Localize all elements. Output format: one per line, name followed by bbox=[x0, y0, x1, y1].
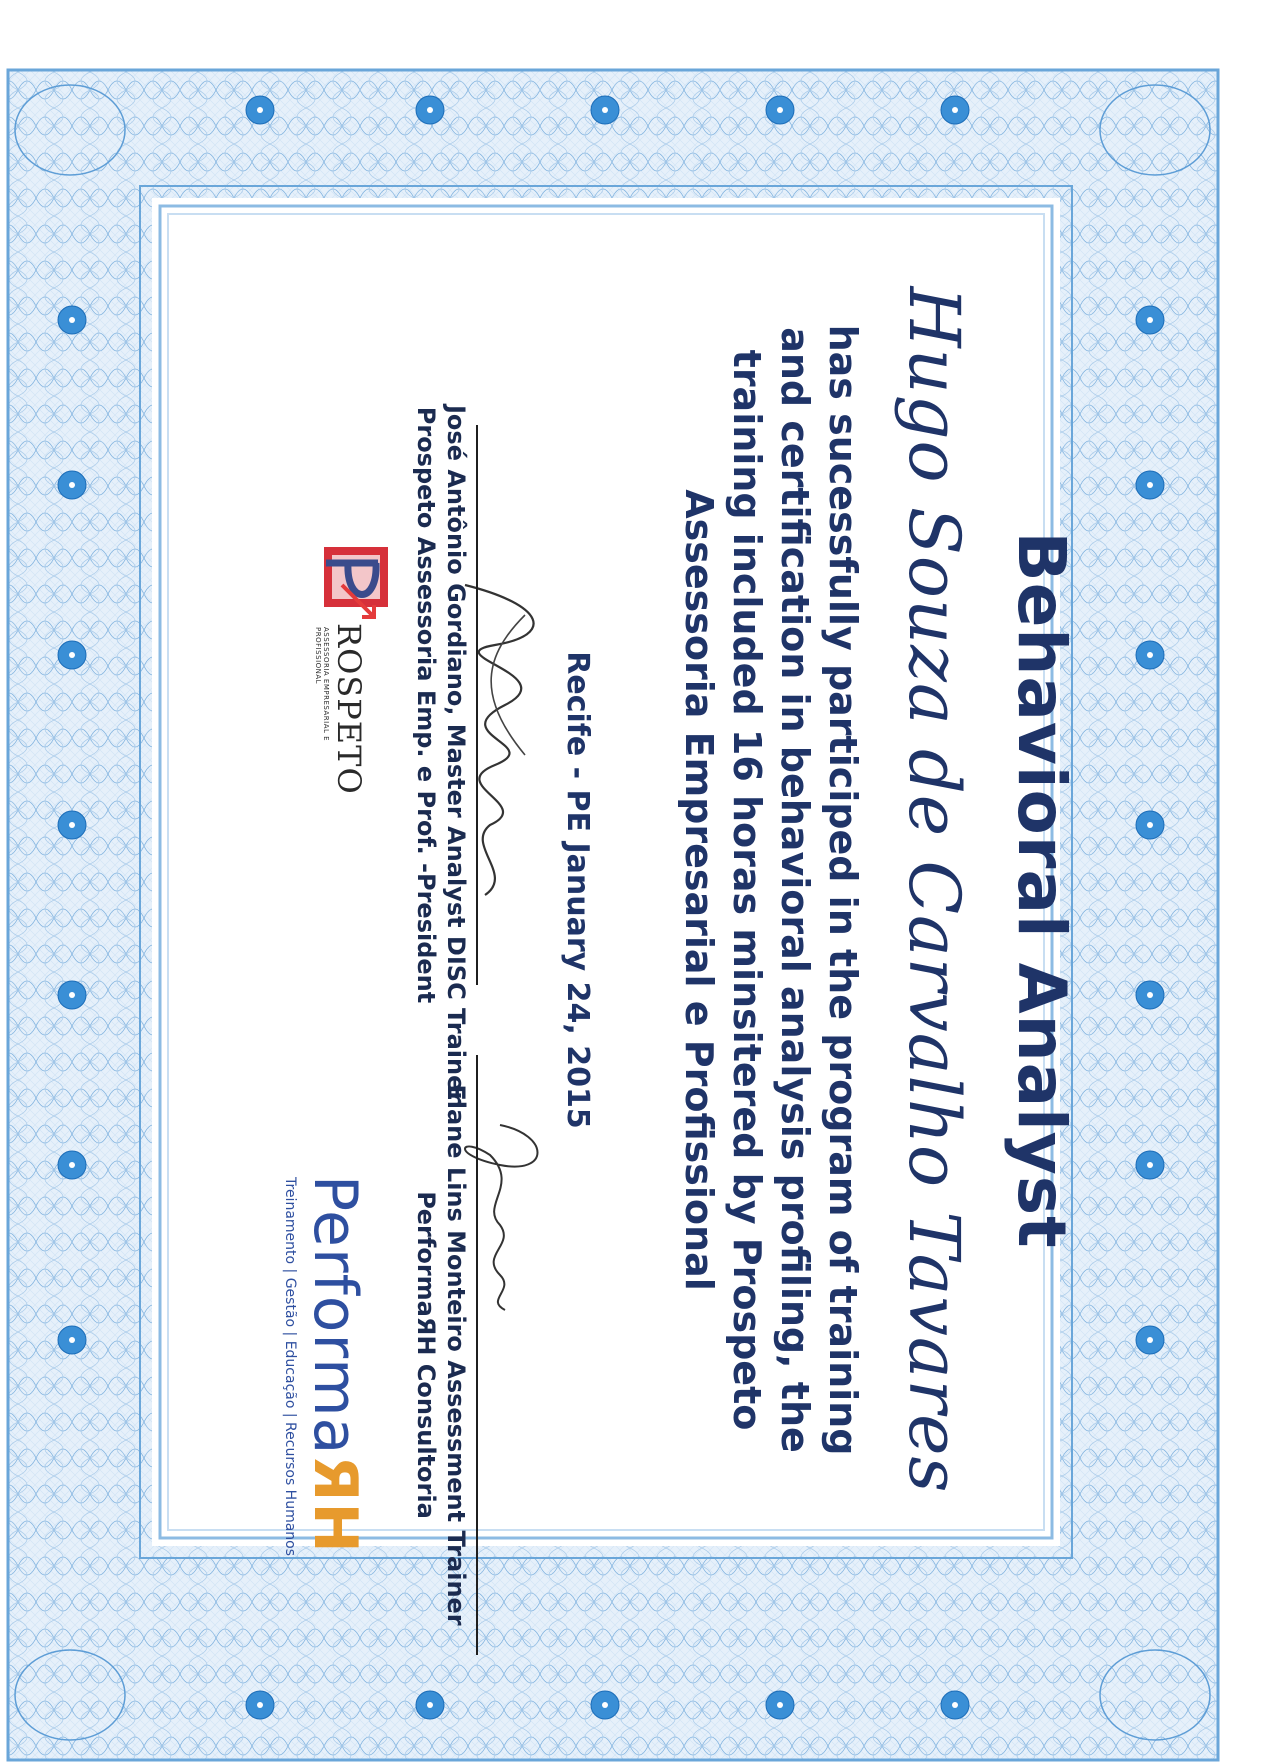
performa-tagline: Treinamento | Gestão | Educação | Recursos Humanos bbox=[282, 1177, 298, 1557]
prospeto-tagline: ASSESSORIA EMPRESARIAL E PROFISSIONAL bbox=[314, 627, 330, 742]
place-date: Recife - PE January 24, 2015 bbox=[560, 651, 595, 1129]
prospeto-p-logo-icon bbox=[312, 545, 390, 625]
signer-right-name: Elane Lins Monteiro Assessment Trainer bbox=[442, 1084, 470, 1626]
signer-left-name: José Antônio Gordiano, Master Analyst DISC Trainer bbox=[442, 405, 470, 1104]
body-line: has sucessfully participed in the program of training bbox=[821, 324, 865, 1456]
signature-line-right bbox=[476, 1055, 478, 1655]
signer-right-org: PerformaЯH Consultoria bbox=[412, 1191, 440, 1519]
prospeto-wordmark: ROSPETO bbox=[330, 623, 368, 795]
performa-rh: ЯH bbox=[300, 1455, 370, 1554]
performa-wordmark bbox=[300, 1175, 370, 1554]
body-line: and certification in behavioral analysis profiling, the bbox=[773, 327, 817, 1453]
body-line: training included 16 horas minsitered by Prospeto bbox=[725, 349, 769, 1431]
certificate-content bbox=[190, 215, 1090, 1626]
performa-logo bbox=[260, 1175, 370, 1595]
body-line: Assessoria Empresarial e Profissional bbox=[677, 489, 721, 1291]
prospeto-logo bbox=[280, 545, 390, 795]
performa-word: Performa bbox=[300, 1175, 370, 1456]
recipient-name: Hugo Souza de Carvalho Tavares bbox=[893, 286, 975, 1494]
certificate-title: Behavioral Analyst bbox=[1003, 531, 1080, 1249]
signer-left-org: Prospeto Assessoria Emp. e Prof. -President bbox=[412, 406, 440, 1004]
signature-line-left bbox=[476, 425, 478, 985]
